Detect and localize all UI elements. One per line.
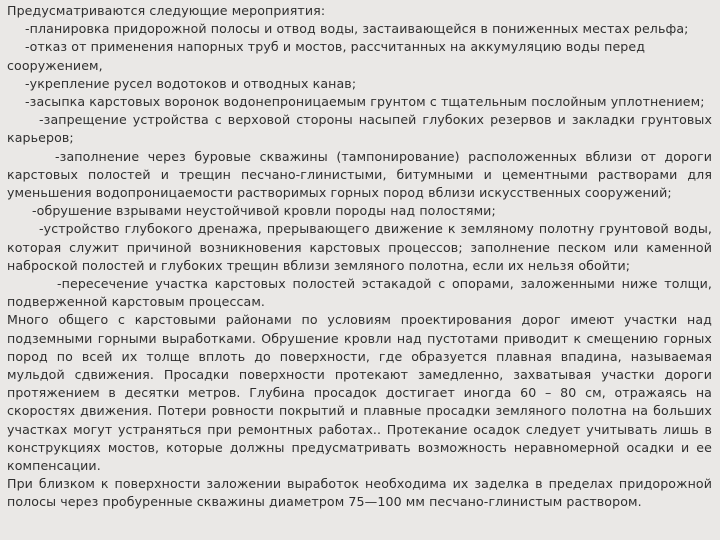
text-line: компенсации. bbox=[7, 458, 101, 474]
text-line: Много общего с карстовыми районами по условиям проектирования дорог имеют участки над bbox=[7, 312, 712, 328]
text-line: сооружением, bbox=[7, 57, 103, 73]
text-line: карьеров; bbox=[7, 130, 74, 146]
text-line: полосы через пробуренные скважины диаметром 75—100 мм песчано-глинистым раствором. bbox=[7, 494, 642, 510]
text-line: подземными горными выработками. Обрушение кровли над пустотами приводит к смещению горных bbox=[7, 330, 712, 346]
text-line: Предусматриваются следующие мероприятия: bbox=[7, 3, 326, 18]
text-line: -заполнение через буровые скважины (тампонирование) расположенных вблизи от дороги bbox=[55, 148, 712, 164]
text-line: наброской полостей и глубоких трещин вблизи земляного полотна, если их нельзя обойти; bbox=[7, 257, 631, 273]
text-line: карстовых полостей и трещин песчано-глинистыми, битумными и цементными растворами для bbox=[7, 166, 712, 182]
text-line: При близком к поверхности заложении выработок необходима их заделка в пределах придорожной bbox=[7, 476, 712, 492]
text-line: -отказ от применения напорных труб и мостов, рассчитанных на аккумуляцию воды перед bbox=[25, 39, 646, 55]
text-line: уменьшения водопроницаемости растворимых горных пород вблизи искусственных сооружений; bbox=[7, 185, 672, 201]
text-line: конструкциях мостов, которые должны предусматривать возможность неравномерной осадки и ее bbox=[7, 439, 712, 455]
text-line: пород по всей их толще вплоть до поверхности, где образуется плавная впадина, называемая bbox=[7, 348, 712, 364]
text-line: -обрушение взрывами неустойчивой кровли породы над полостями; bbox=[32, 203, 496, 219]
document-text bbox=[7, 2, 712, 512]
text-line: протяжением в десятки метров. Глубина просадок достигает иногда 60 – 80 см, отражаясь на bbox=[7, 385, 712, 401]
text-line: -запрещение устройства с верховой стороны насыпей глубоких резервов и закладки грунтовых bbox=[39, 112, 712, 128]
text-line: -укрепление русел водотоков и отводных канав; bbox=[25, 75, 357, 91]
text-line: мульдой сдвижения. Просадки поверхности протекают замедленно, захватывая участки дороги bbox=[7, 367, 712, 383]
text-line: -засыпка карстовых воронок водонепроницаемым грунтом с тщательным послойным уплотнением; bbox=[25, 94, 705, 110]
text-line: участках могут устраняться при ремонтных работах.. Протекание осадок следует учитывать лишь в bbox=[7, 421, 712, 437]
text-line: -планировка придорожной полосы и отвод воды, застаивающейся в пониженных местах рельфа; bbox=[25, 21, 689, 37]
text-line: подверженной карстовым процессам. bbox=[7, 294, 266, 310]
text-line: -устройство глубокого дренажа, прерывающего движение к земляному полотну грунтовой воды, bbox=[39, 221, 712, 237]
text-line: которая служит причиной возникновения карстовых процессов; заполнение песком или каменной bbox=[7, 239, 712, 255]
text-line: -пересечение участка карстовых полостей эстакадой с опорами, заложенными ниже толщи, bbox=[57, 276, 712, 292]
text-line: скоростях движения. Потери ровности покрытий и плавные просадки земляного полотна на больших bbox=[7, 403, 712, 419]
